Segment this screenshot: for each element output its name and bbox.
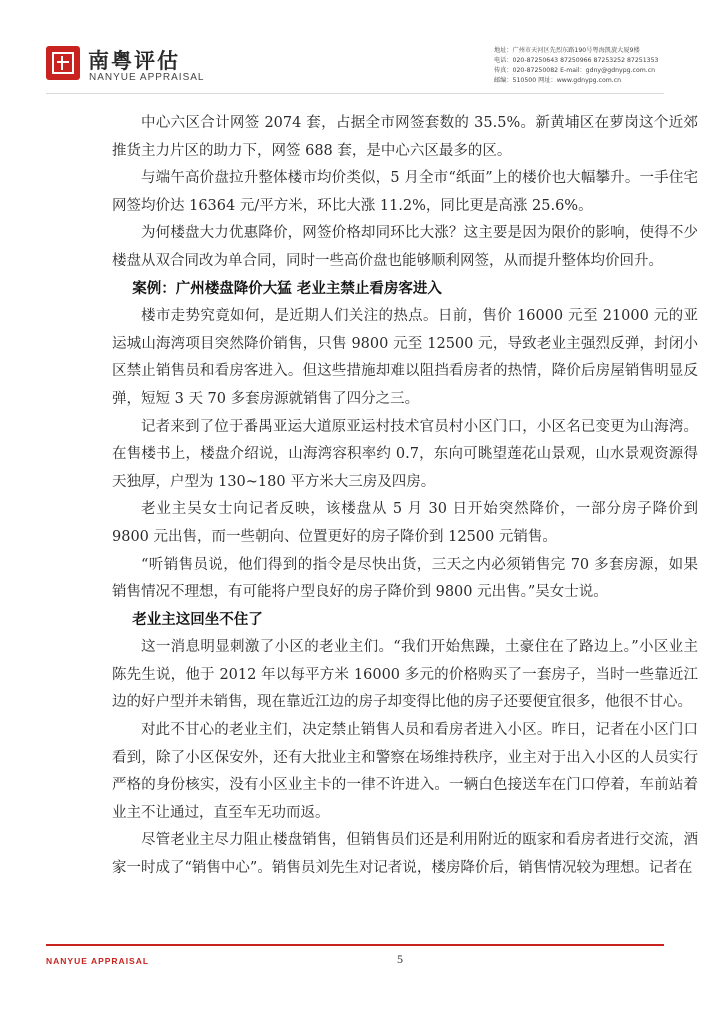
paragraph: 老业主吴女士向记者反映，该楼盘从 5 月 30 日开始突然降价，一部分房子降价到 9800 元出售，而一些朝向、位置更好的房子降价到 12500 元销售。 (112, 501, 698, 545)
header-divider (46, 93, 664, 94)
paragraph: 这一消息明显刺激了小区的老业主们。“我们开始焦躁，土豪住在了路边上。”小区业主陈先生说，他于 2012 年以每平方米 16000 多元的价格购买了一套房子，当时一些靠近江边的好户型并未销售，现在靠近江边的房子却变得比他的房子还要便宜很多，他很不甘心。 (112, 639, 698, 711)
brand-name-en: NANYUE APPRAISAL (89, 72, 205, 83)
paragraph: 对此不甘心的老业主们，决定禁止销售人员和看房者进入小区。昨日，记者在小区门口看到，除了小区保安外，还有大批业主和警察在场维持秩序，业主对于出入小区的人员实行严格的身份核实，没有小区业主卡的一律不许进入。一辆白色接送车在门口停着，车前站着业主不让通过，直至车无功而返。 (112, 722, 698, 821)
paragraph: “听销售员说，他们得到的指令是尽快出货，三天之内必须销售完 70 多套房源，如果销售情况不理想，有可能将户型良好的房子降价到 9800 元出售。”吴女士说。 (112, 556, 698, 601)
contact-address: 地址：广州市天河区先烈东路190号粤海凯旋大厦9楼 (494, 47, 640, 54)
paragraph: 记者来到了位于番禺亚运大道原亚运村技术官员村小区门口，小区名已变更为山海湾。在售楼书上，楼盘介绍说，山海湾容积率约 0.7，东向可眺望莲花山景观，山水景观资源得天独厚，户型为 130~180 平方米大三房及四房。 (112, 418, 698, 490)
contact-postcode-web: 邮编：510500 网址：www.gdnypg.com.cn (494, 77, 622, 84)
paragraph: 中心六区合计网签 2074 套，占据全市网签套数的 35.5%。新黄埔区在萝岗这个近郊推货主力片区的助力下，网签 688 套，是中心六区最多的区。 (112, 115, 698, 159)
section-heading-case: 案例：广州楼盘降价大猛 老业主禁止看房客进入 (132, 280, 442, 297)
contact-info (494, 46, 704, 86)
footer-divider (46, 944, 664, 946)
section-heading-owners: 老业主这回坐不住了 (132, 611, 263, 628)
paragraph: 为何楼盘大力优惠降价，网签价格却同环比大涨？这主要是因为限价的影响，使得不少楼盘从双合同改为单合同，同时一些高价盘也能够顺利网签，从而提升整体均价回升。 (112, 225, 698, 269)
paragraph: 尽管老业主尽力阻止楼盘销售，但销售员们还是利用附近的瓯家和看房者进行交流，酒家一时成了“销售中心”。销售员刘先生对记者说，楼房降价后，销售情况较为理想。记者在 (112, 832, 698, 877)
nanyue-logo-icon (46, 46, 80, 80)
contact-phone: 电话：020-87250643 87250966 87253252 87251353 (494, 57, 659, 64)
brand-name-cn: 南粤评估 (88, 49, 180, 73)
page-number: 5 (397, 952, 403, 966)
footer-brand: NANYUE APPRAISAL (46, 956, 150, 966)
article-body (112, 110, 698, 883)
paragraph: 与端午高价盘拉升整体楼市均价类似，5 月全市“纸面”上的楼价也大幅攀升。一手住宅网签均价达 16364 元/平方米，环比大涨 11.2%，同比更是高涨 25.6%。 (112, 170, 698, 214)
paragraph: 楼市走势究竟如何，是近期人们关注的热点。日前，售价 16000 元至 21000 元的亚运城山海湾项目突然降价销售，只售 9800 元至 12500 元，导致老业主强烈反弹，封闭小区禁止销售员和看房客进入。但这些措施却难以阻挡看房者的热情，降价后房屋销售明显反弹，短短 3 天 70 多套房源就销售了四分之三。 (112, 308, 698, 407)
contact-fax-email: 传真：020-87250082 E-mail：gdny@gdnypg.com.cn (494, 67, 656, 74)
page-header (0, 0, 710, 100)
